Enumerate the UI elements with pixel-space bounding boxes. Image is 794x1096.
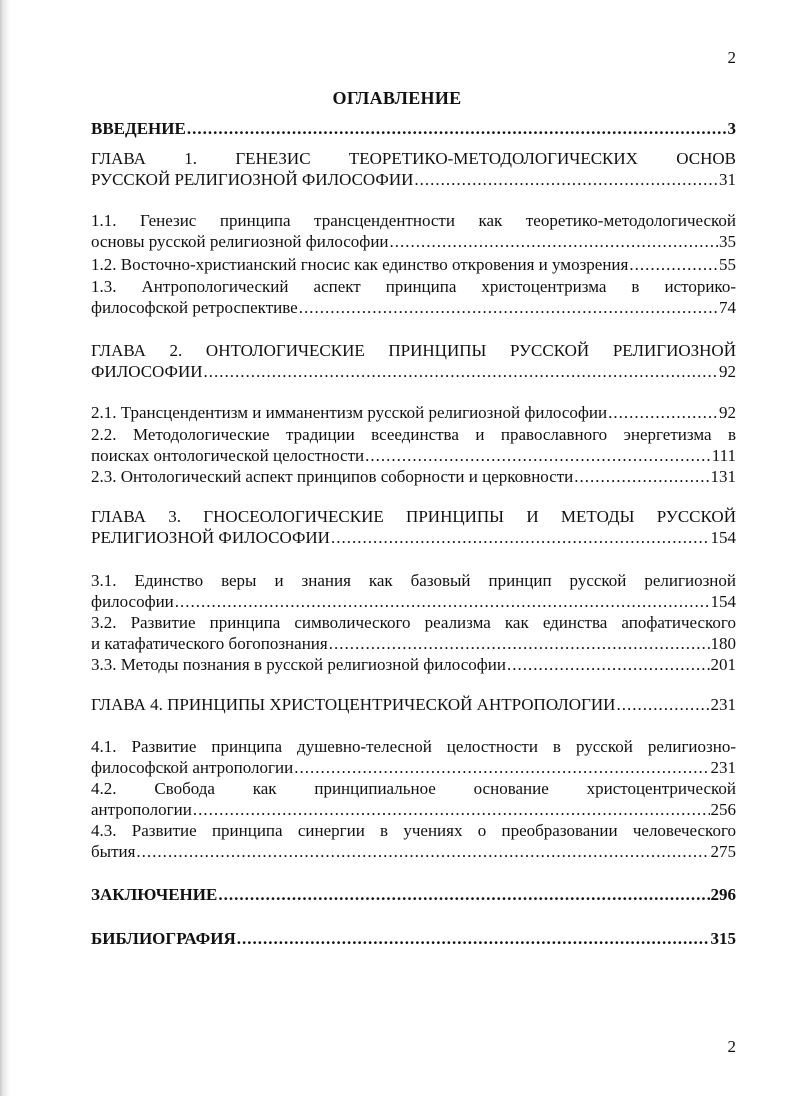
toc-entry-section-2-3-page: 131 bbox=[710, 467, 736, 486]
toc-entry-section-1-3-line-2: философской ретроспективе bbox=[91, 298, 298, 317]
toc-entry-section-4-3-page: 275 bbox=[710, 842, 736, 861]
toc-entry-section-4-1-line-1: 4.1. Развитие принципа душевно-телесной целостности в русской религиозно- bbox=[91, 737, 736, 756]
toc-entry-intro-title: ВВЕДЕНИЕ bbox=[91, 119, 186, 138]
toc-entry-section-2-2-line-2: поисках онтологической целостности bbox=[91, 446, 365, 465]
toc-entry-section-3-1[interactable] bbox=[91, 570, 736, 612]
toc-entry-chapter-2-line-2: ФИЛОСОФИИ bbox=[91, 362, 203, 381]
toc-entry-intro[interactable] bbox=[91, 118, 736, 139]
leader-dots bbox=[136, 841, 709, 862]
leader-dots bbox=[629, 254, 718, 275]
toc-entry-section-3-2[interactable] bbox=[91, 612, 736, 654]
toc-entry-section-4-1-line-2: философской антропологии bbox=[91, 758, 294, 777]
toc-entry-section-4-2-line-1: 4.2. Свобода как принципиальное основание христоцентрической bbox=[91, 779, 736, 798]
toc-entry-section-1-1-line-2: основы русской религиозной философии bbox=[91, 232, 389, 251]
toc-entry-bibliography-page: 315 bbox=[710, 929, 736, 948]
toc-entry-section-1-1-line-1: 1.1. Генезис принципа трансцендентности как теоретико-методологической bbox=[91, 211, 736, 230]
toc-entry-section-2-3[interactable] bbox=[91, 466, 736, 487]
toc-entry-conclusion[interactable] bbox=[91, 884, 736, 905]
toc-entry-chapter-2-page: 92 bbox=[719, 362, 736, 381]
toc-entry-section-3-2-line-1: 3.2. Развитие принципа символического реализма как единства апофатического bbox=[91, 613, 736, 632]
toc-entry-section-4-1[interactable] bbox=[91, 736, 736, 778]
toc-entry-chapter-1[interactable] bbox=[91, 148, 736, 190]
toc-entry-conclusion-title: ЗАКЛЮЧЕНИЕ bbox=[91, 885, 218, 904]
leader-dots bbox=[294, 757, 709, 778]
toc-title: ОГЛАВЛЕНИЕ bbox=[332, 88, 462, 108]
toc-entry-chapter-1-line-2: РУССКОЙ РЕЛИГИОЗНОЙ ФИЛОСОФИИ bbox=[91, 170, 414, 189]
leader-dots bbox=[193, 799, 710, 820]
leader-dots bbox=[507, 654, 710, 675]
toc-entry-conclusion-page: 296 bbox=[710, 885, 736, 904]
toc-entry-section-3-1-line-2: философии bbox=[91, 592, 174, 611]
toc-entry-section-4-2[interactable] bbox=[91, 778, 736, 820]
toc-entry-section-1-2-page: 55 bbox=[719, 255, 736, 274]
scan-edge bbox=[0, 0, 10, 1096]
toc-entry-section-4-1-page: 231 bbox=[710, 758, 736, 777]
toc-entry-bibliography[interactable] bbox=[91, 928, 736, 949]
toc-entry-chapter-2[interactable] bbox=[91, 340, 736, 382]
leader-dots bbox=[237, 928, 710, 949]
toc-entry-chapter-3-line-2: РЕЛИГИОЗНОЙ ФИЛОСОФИИ bbox=[91, 528, 330, 547]
toc-entry-chapter-1-page: 31 bbox=[719, 170, 736, 189]
toc-entry-section-1-3[interactable] bbox=[91, 276, 736, 318]
leader-dots bbox=[175, 591, 710, 612]
toc-entry-section-2-1-title: 2.1. Трансцендентизм и имманентизм русской религиозной философии bbox=[91, 403, 608, 422]
toc-entry-section-4-2-line-2: антропологии bbox=[91, 800, 192, 819]
leader-dots bbox=[329, 633, 710, 654]
toc-entry-section-1-2-title: 1.2. Восточно-христианский гносис как единство откровения и умозрения bbox=[91, 255, 629, 274]
toc-entry-section-4-3-line-2: бытия bbox=[91, 842, 136, 861]
toc-entry-section-3-3[interactable] bbox=[91, 654, 736, 675]
toc-entry-section-3-1-line-1: 3.1. Единство веры и знания как базовый принцип русской религиозной bbox=[91, 571, 736, 590]
leader-dots bbox=[574, 466, 709, 487]
toc-entry-section-2-2-page: 111 bbox=[711, 446, 736, 465]
toc-entry-section-2-1-page: 92 bbox=[719, 403, 736, 422]
toc-entry-section-2-2-line-1: 2.2. Методологические традиции всеединства и православного энергетизма в bbox=[91, 425, 736, 444]
leader-dots bbox=[616, 694, 709, 715]
leader-dots bbox=[204, 361, 718, 382]
toc-entry-bibliography-title: БИБЛИОГРАФИЯ bbox=[91, 929, 236, 948]
toc-entry-section-1-2[interactable] bbox=[91, 254, 736, 275]
leader-dots bbox=[218, 884, 709, 905]
toc-entry-section-3-2-page: 180 bbox=[710, 634, 736, 653]
toc-entry-section-3-3-title: 3.3. Методы познания в русской религиозной философии bbox=[91, 655, 506, 674]
toc-entry-section-2-3-title: 2.3. Онтологический аспект принципов соборности и церковности bbox=[91, 467, 574, 486]
toc-entry-section-4-2-page: 256 bbox=[710, 800, 736, 819]
toc-entry-section-3-2-line-2: и катафатического богопознания bbox=[91, 634, 328, 653]
toc-entry-section-3-3-page: 201 bbox=[710, 655, 736, 674]
leader-dots bbox=[187, 118, 727, 139]
toc-entry-chapter-2-line-1: ГЛАВА 2. ОНТОЛОГИЧЕСКИЕ ПРИНЦИПЫ РУССКОЙ РЕЛИГИОЗНОЙ bbox=[91, 341, 736, 360]
toc-entry-chapter-4[interactable] bbox=[91, 694, 736, 715]
toc-entry-section-2-1[interactable] bbox=[91, 402, 736, 423]
toc-entry-chapter-4-page: 231 bbox=[710, 695, 736, 714]
leader-dots bbox=[390, 231, 718, 252]
toc-entry-chapter-1-line-1: ГЛАВА 1. ГЕНЕЗИС ТЕОРЕТИКО-МЕТОДОЛОГИЧЕСКИХ ОСНОВ bbox=[91, 149, 736, 168]
leader-dots bbox=[608, 402, 718, 423]
toc-entry-section-1-3-line-1: 1.3. Антропологический аспект принципа христоцентризма в историко- bbox=[91, 277, 736, 296]
leader-dots bbox=[365, 445, 711, 466]
leader-dots bbox=[414, 169, 718, 190]
toc-entry-section-1-1[interactable] bbox=[91, 210, 736, 252]
page-number-bottom: 2 bbox=[727, 1037, 736, 1056]
toc-entry-section-4-3[interactable] bbox=[91, 820, 736, 862]
leader-dots bbox=[331, 527, 710, 548]
page-number-top: 2 bbox=[727, 48, 736, 67]
toc-entry-intro-page: 3 bbox=[727, 119, 736, 138]
toc-entry-section-3-1-page: 154 bbox=[710, 592, 736, 611]
toc-entry-chapter-4-title: ГЛАВА 4. ПРИНЦИПЫ ХРИСТОЦЕНТРИЧЕСКОЙ АНТРОПОЛОГИИ bbox=[91, 695, 616, 714]
toc-entry-section-2-2[interactable] bbox=[91, 424, 736, 466]
leader-dots bbox=[299, 297, 718, 318]
toc-entry-chapter-3[interactable] bbox=[91, 506, 736, 548]
toc-entry-section-4-3-line-1: 4.3. Развитие принципа синергии в учениях о преобразовании человеческого bbox=[91, 821, 736, 840]
toc-entry-section-1-1-page: 35 bbox=[719, 232, 736, 251]
toc-entry-chapter-3-line-1: ГЛАВА 3. ГНОСЕОЛОГИЧЕСКИЕ ПРИНЦИПЫ И МЕТОДЫ РУССКОЙ bbox=[91, 507, 736, 526]
toc-entry-section-1-3-page: 74 bbox=[719, 298, 736, 317]
toc-entry-chapter-3-page: 154 bbox=[710, 528, 736, 547]
